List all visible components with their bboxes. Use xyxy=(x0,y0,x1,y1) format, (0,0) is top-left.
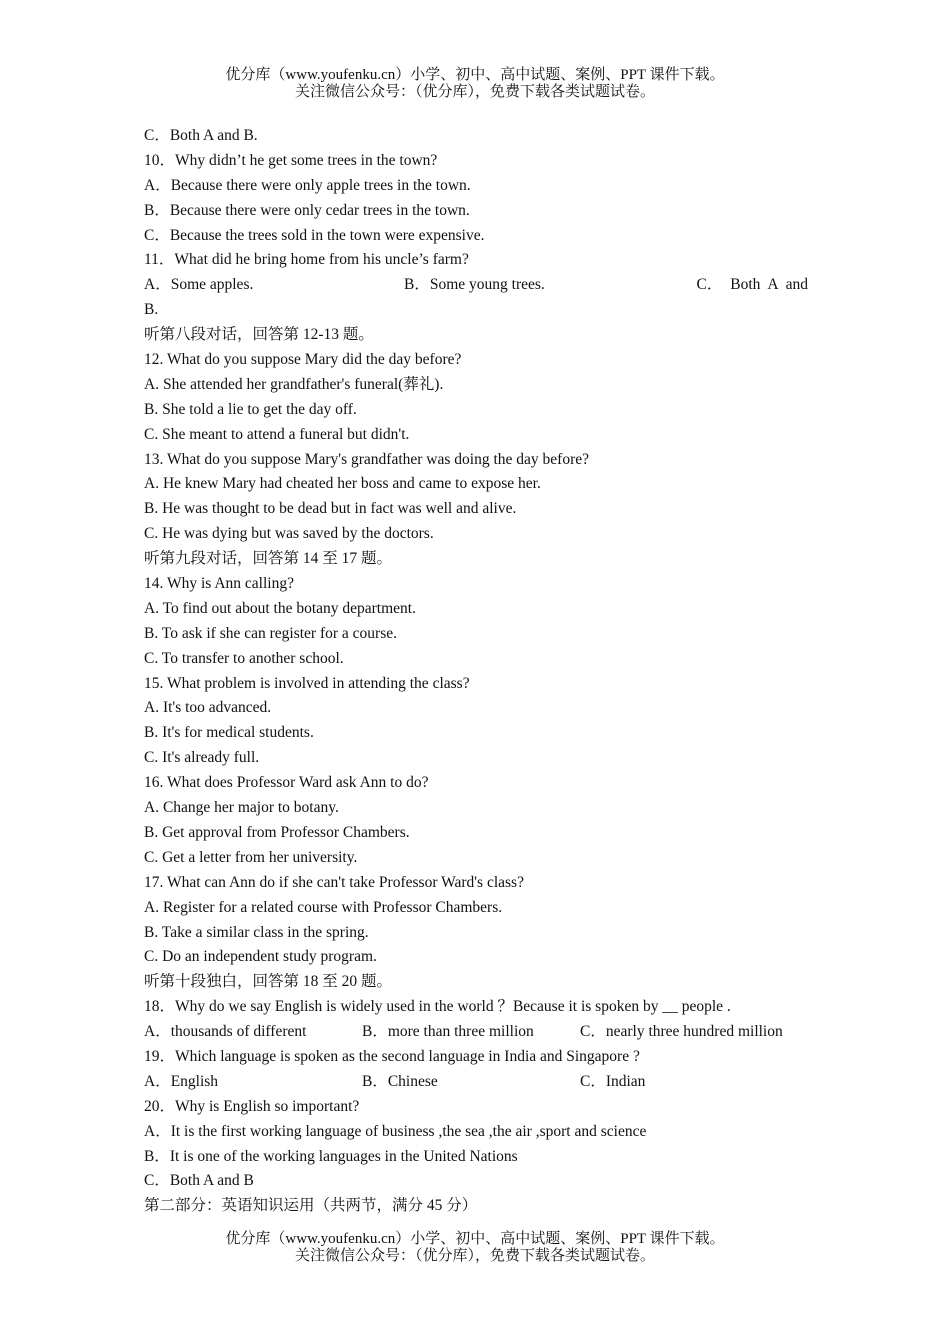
q15-option-b: B. It's for medical students. xyxy=(144,724,314,742)
section-heading-9: 听第九段对话，回答第 14 至 17 题。 xyxy=(144,550,393,568)
question-18: 18．Why do we say English is widely used in the world ？Because it is spoken by __ people . xyxy=(144,998,731,1016)
footer-line-2: 关注微信公众号：（优分库），免费下载各类试题试卷。 xyxy=(294,1248,655,1264)
q19-option-c: C．Indian xyxy=(580,1072,646,1090)
q13-option-b: B. He was thought to be dead but in fact was well and alive. xyxy=(144,500,517,518)
q13-option-a: A. He knew Mary had cheated her boss and came to expose her. xyxy=(144,475,541,493)
q18-options xyxy=(144,1020,808,1045)
q15-option-a: A. It's too advanced. xyxy=(144,699,272,717)
q10-option-a: A．Because there were only apple trees in the town. xyxy=(144,176,471,194)
q14-option-b: B. To ask if she can register for a course. xyxy=(144,624,398,642)
footer-line-1: 优分库（www.youfenku.cn）小学、初中、高中试题、案例、PPT 课件下载。 xyxy=(225,1231,725,1247)
q12-option-a: A. She attended her grandfather's funeral(葬礼). xyxy=(144,375,444,393)
q19-options xyxy=(144,1070,808,1095)
question-12: 12. What do you suppose Mary did the day before? xyxy=(144,351,462,369)
q18-option-a: A．thousands of different xyxy=(144,1023,307,1041)
q11-option-b: B．Some young trees. xyxy=(404,276,545,294)
q19-option-b: B．Chinese xyxy=(362,1072,438,1090)
part-two-heading: 第二部分：英语知识运用（共两节，满分 45 分） xyxy=(144,1197,478,1215)
q19-option-a: A．English xyxy=(144,1072,219,1090)
q20-option-a: A．It is the first working language of business ,the sea ,the air ,sport and science xyxy=(144,1122,647,1140)
q10-option-b: B．Because there were only cedar trees in the town. xyxy=(144,201,470,219)
q11-option-c: C． Both A and xyxy=(696,276,808,294)
q16-option-b: B. Get approval from Professor Chambers. xyxy=(144,823,410,841)
question-13: 13. What do you suppose Mary's grandfather was doing the day before? xyxy=(144,450,589,468)
q14-option-c: C. To transfer to another school. xyxy=(144,649,344,667)
section-heading-8: 听第八段对话，回答第 12-13 题。 xyxy=(144,326,374,344)
q11-options xyxy=(144,273,808,298)
q18-option-b: B．more than three million xyxy=(362,1023,534,1041)
q11-option-c-continued: B. xyxy=(144,301,159,319)
q20-option-b: B．It is one of the working languages in the United Nations xyxy=(144,1147,518,1165)
question-10: 10．Why didn’t he get some trees in the town? xyxy=(144,151,438,169)
q13-option-c: C. He was dying but was saved by the doctors. xyxy=(144,525,434,543)
header-line-1: 优分库（www.youfenku.cn）小学、初中、高中试题、案例、PPT 课件下载。 xyxy=(225,67,725,83)
question-11: 11．What did he bring home from his uncle’s farm? xyxy=(144,251,469,269)
q17-option-b: B. Take a similar class in the spring. xyxy=(144,923,369,941)
q12-option-b: B. She told a lie to get the day off. xyxy=(144,400,357,418)
document-body xyxy=(144,124,808,1219)
question-14: 14. Why is Ann calling? xyxy=(144,575,294,593)
q16-option-a: A. Change her major to botany. xyxy=(144,799,339,817)
q15-option-c: C. It's already full. xyxy=(144,749,260,767)
q18-option-c: C．nearly three hundred million xyxy=(580,1023,783,1041)
q17-option-c: C. Do an independent study program. xyxy=(144,948,377,966)
q17-option-a: A. Register for a related course with Professor Chambers. xyxy=(144,898,503,916)
question-16: 16. What does Professor Ward ask Ann to do? xyxy=(144,774,429,792)
q16-option-c: C. Get a letter from her university. xyxy=(144,848,358,866)
q9-option-c: C．Both A and B. xyxy=(144,127,258,144)
q20-option-c: C．Both A and B xyxy=(144,1172,254,1190)
q14-option-a: A. To find out about the botany department. xyxy=(144,599,416,617)
question-20: 20．Why is English so important? xyxy=(144,1097,360,1115)
section-heading-10: 听第十段独白，回答第 18 至 20 题。 xyxy=(144,973,393,991)
page-header xyxy=(0,67,950,101)
q12-option-c: C. She meant to attend a funeral but didn't. xyxy=(144,425,410,443)
question-19: 19．Which language is spoken as the second language in India and Singapore ? xyxy=(144,1047,640,1065)
question-17: 17. What can Ann do if she can't take Professor Ward's class? xyxy=(144,873,524,891)
q10-option-c: C．Because the trees sold in the town were expensive. xyxy=(144,226,485,244)
header-line-2: 关注微信公众号：（优分库），免费下载各类试题试卷。 xyxy=(294,84,655,100)
page-footer xyxy=(0,1231,950,1265)
q11-option-a: A．Some apples. xyxy=(144,276,254,294)
question-15: 15. What problem is involved in attending the class? xyxy=(144,674,470,692)
